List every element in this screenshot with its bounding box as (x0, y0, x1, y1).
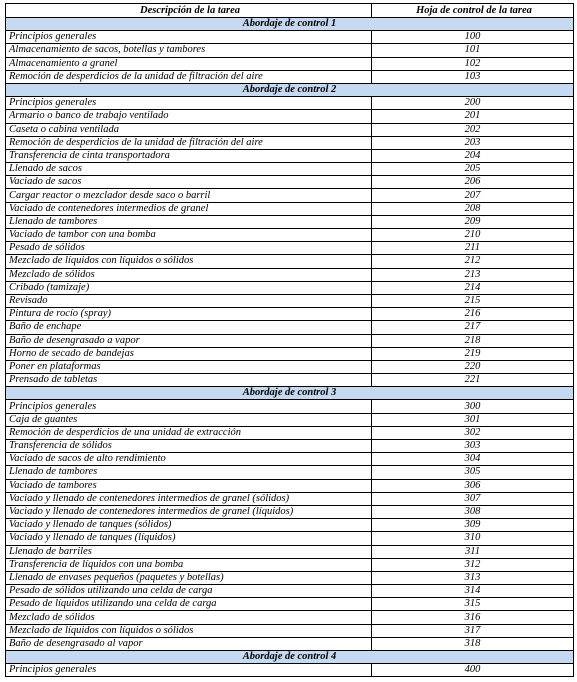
control-sheet-code: 316 (372, 611, 574, 624)
task-description: Cribado (tamizaje) (6, 281, 372, 294)
table-row (6, 334, 574, 347)
task-description: Vaciado de sacos (6, 176, 372, 189)
control-sheet-code: 100 (372, 31, 574, 44)
table-row (6, 57, 574, 70)
table-row (6, 123, 574, 136)
table-row (6, 413, 574, 426)
section-title: Abordaje de control 2 (6, 83, 574, 96)
task-description: Pesado de sólidos utilizando una celda de carga (6, 585, 372, 598)
control-sheet-code: 400 (372, 664, 574, 677)
table-row (6, 598, 574, 611)
table-row (6, 585, 574, 598)
table-row (6, 637, 574, 650)
table-body (6, 18, 574, 677)
task-description: Remoción de desperdicios de la unidad de filtración del aire (6, 70, 372, 83)
task-description: Remoción de desperdicios de una unidad de extracción (6, 426, 372, 439)
task-description: Armario o banco de trabajo ventilado (6, 110, 372, 123)
task-control-table (5, 3, 574, 677)
task-description: Vaciado y llenado de tanques (sólidos) (6, 519, 372, 532)
task-description: Vaciado de contenedores intermedios de granel (6, 202, 372, 215)
control-sheet-code: 103 (372, 70, 574, 83)
control-sheet-code: 305 (372, 466, 574, 479)
task-description: Mezclado de sólidos (6, 611, 372, 624)
control-sheet-code: 216 (372, 308, 574, 321)
section-header-row (6, 18, 574, 31)
control-sheet-code: 317 (372, 624, 574, 637)
task-description: Vaciado de tambores (6, 479, 372, 492)
control-sheet-code: 210 (372, 229, 574, 242)
task-description: Transferencia de cinta transportadora (6, 149, 372, 162)
task-description: Transferencia de sólidos (6, 440, 372, 453)
control-sheet-code: 207 (372, 189, 574, 202)
control-sheet-code: 202 (372, 123, 574, 136)
control-sheet-code: 309 (372, 519, 574, 532)
table-row (6, 294, 574, 307)
control-sheet-code: 220 (372, 360, 574, 373)
control-sheet-code: 215 (372, 294, 574, 307)
control-sheet-code: 201 (372, 110, 574, 123)
table-row (6, 558, 574, 571)
table-row (6, 97, 574, 110)
table-row (6, 519, 574, 532)
control-sheet-code: 102 (372, 57, 574, 70)
section-title: Abordaje de control 4 (6, 651, 574, 664)
table-row (6, 163, 574, 176)
control-sheet-code: 101 (372, 44, 574, 57)
table-row (6, 440, 574, 453)
control-sheet-code: 218 (372, 334, 574, 347)
table-row (6, 149, 574, 162)
task-description: Cargar reactor o mezclador desde saco o barril (6, 189, 372, 202)
task-description: Caja de guantes (6, 413, 372, 426)
table-header-row (6, 4, 574, 18)
task-description: Horno de secado de bandejas (6, 347, 372, 360)
task-description: Principios generales (6, 664, 372, 677)
table-row (6, 347, 574, 360)
table-row (6, 492, 574, 505)
task-description: Principios generales (6, 97, 372, 110)
control-sheet-code: 312 (372, 558, 574, 571)
task-description: Pesado de líquidos utilizando una celda de carga (6, 598, 372, 611)
control-sheet-code: 219 (372, 347, 574, 360)
section-title: Abordaje de control 3 (6, 387, 574, 400)
task-description: Vaciado y llenado de contenedores intermedios de granel (líquidos) (6, 505, 372, 518)
task-description: Vaciado y llenado de contenedores intermedios de granel (sólidos) (6, 492, 372, 505)
task-description: Llenado de sacos (6, 163, 372, 176)
task-description: Baño de desengrasado a vapor (6, 334, 372, 347)
control-sheet-code: 212 (372, 255, 574, 268)
control-sheet-code: 318 (372, 637, 574, 650)
control-sheet-code: 314 (372, 585, 574, 598)
section-title: Abordaje de control 1 (6, 18, 574, 31)
control-sheet-code: 300 (372, 400, 574, 413)
task-description: Principios generales (6, 400, 372, 413)
task-description: Llenado de barriles (6, 545, 372, 558)
table-row (6, 571, 574, 584)
task-description: Llenado de tambores (6, 466, 372, 479)
table-row (6, 242, 574, 255)
task-description: Almacenamiento de sacos, botellas y tambores (6, 44, 372, 57)
task-description: Transferencia de líquidos con una bomba (6, 558, 372, 571)
control-sheet-code: 213 (372, 268, 574, 281)
task-description: Mezclado de sólidos (6, 268, 372, 281)
control-sheet-code: 214 (372, 281, 574, 294)
control-sheet-code: 206 (372, 176, 574, 189)
table-row (6, 281, 574, 294)
table-row (6, 31, 574, 44)
task-description: Revisado (6, 294, 372, 307)
task-description: Vaciado y llenado de tanques (líquidos) (6, 532, 372, 545)
table-row (6, 189, 574, 202)
task-description: Vaciado de tambor con una bomba (6, 229, 372, 242)
table-row (6, 664, 574, 677)
control-sheet-code: 204 (372, 149, 574, 162)
task-description: Principios generales (6, 31, 372, 44)
control-sheet-code: 217 (372, 321, 574, 334)
table-row (6, 466, 574, 479)
task-description: Vaciado de sacos de alto rendimiento (6, 453, 372, 466)
task-description: Poner en plataformas (6, 360, 372, 373)
table-row (6, 611, 574, 624)
control-sheet-code: 211 (372, 242, 574, 255)
section-header-row (6, 387, 574, 400)
table-row (6, 202, 574, 215)
table-row (6, 360, 574, 373)
table-row (6, 110, 574, 123)
control-sheet-code: 208 (372, 202, 574, 215)
control-sheet-code: 302 (372, 426, 574, 439)
table-row (6, 268, 574, 281)
task-description: Mezclado de líquidos con líquidos o sólidos (6, 624, 372, 637)
header-task-description: Descripción de la tarea (6, 4, 372, 18)
control-sheet-code: 308 (372, 505, 574, 518)
control-sheet-code: 200 (372, 97, 574, 110)
task-description: Caseta o cabina ventilada (6, 123, 372, 136)
table-row (6, 308, 574, 321)
control-sheet-code: 203 (372, 136, 574, 149)
table-row (6, 479, 574, 492)
table-row (6, 426, 574, 439)
task-description: Baño de enchape (6, 321, 372, 334)
table-row (6, 453, 574, 466)
table-row (6, 374, 574, 387)
table-row (6, 136, 574, 149)
table-row (6, 624, 574, 637)
control-sheet-code: 307 (372, 492, 574, 505)
task-description: Llenado de envases pequeños (paquetes y botellas) (6, 571, 372, 584)
table-row (6, 532, 574, 545)
table-row (6, 255, 574, 268)
table-row (6, 400, 574, 413)
control-sheet-code: 306 (372, 479, 574, 492)
task-description: Llenado de tambores (6, 215, 372, 228)
task-description: Remoción de desperdicios de la unidad de filtración del aire (6, 136, 372, 149)
task-description: Pesado de sólidos (6, 242, 372, 255)
task-description: Baño de desengrasado al vapor (6, 637, 372, 650)
task-description: Almacenamiento a granel (6, 57, 372, 70)
control-sheet-code: 310 (372, 532, 574, 545)
table-row (6, 505, 574, 518)
section-header-row (6, 651, 574, 664)
table-row (6, 229, 574, 242)
task-description: Prensado de tabletas (6, 374, 372, 387)
control-sheet-code: 301 (372, 413, 574, 426)
table-row (6, 44, 574, 57)
control-sheet-code: 221 (372, 374, 574, 387)
section-header-row (6, 83, 574, 96)
table-row (6, 70, 574, 83)
control-sheet-code: 303 (372, 440, 574, 453)
control-sheet-code: 311 (372, 545, 574, 558)
control-sheet-code: 205 (372, 163, 574, 176)
task-description: Pintura de rocío (spray) (6, 308, 372, 321)
control-sheet-code: 209 (372, 215, 574, 228)
table-row (6, 321, 574, 334)
table-row (6, 215, 574, 228)
task-description: Mezclado de líquidos con líquidos o sólidos (6, 255, 372, 268)
table-row (6, 545, 574, 558)
control-sheet-code: 313 (372, 571, 574, 584)
header-control-sheet: Hoja de control de la tarea (372, 4, 574, 18)
control-sheet-code: 315 (372, 598, 574, 611)
control-sheet-code: 304 (372, 453, 574, 466)
table-row (6, 176, 574, 189)
